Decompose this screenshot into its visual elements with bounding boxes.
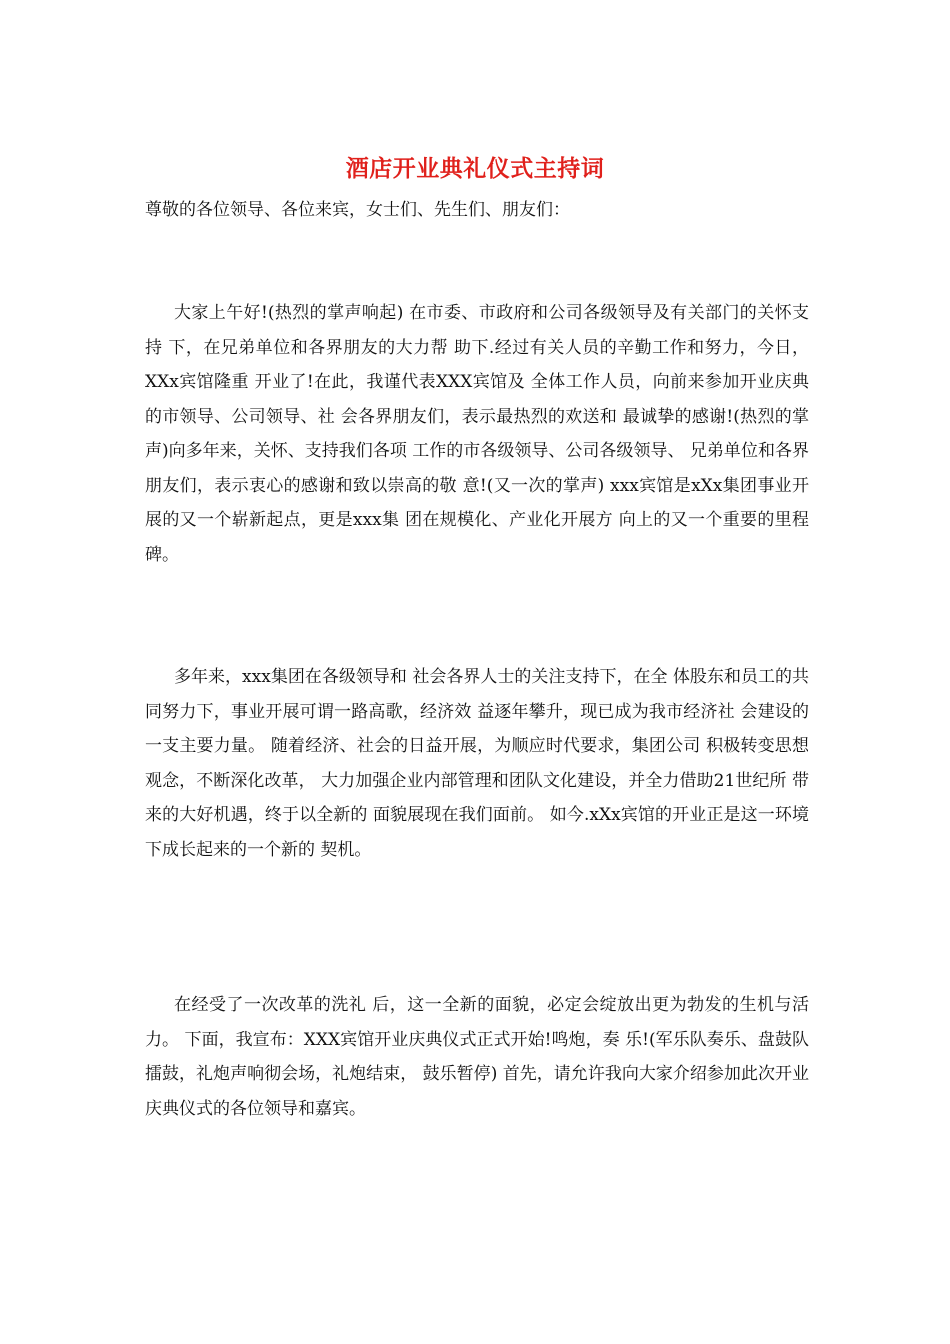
paragraph-3: 在经受了一次改革的洗礼 后，这一全新的面貌，必定会绽放出更为勃发的生机与活力。 下面，我宣布：XXX宾馆开业庆典仪式正式开始!鸣炮，奏 乐!(军乐队奏乐、盘鼓队擂鼓，礼炮声响彻会场，礼炮结束， 鼓乐暂停) 首先，请允许我向大家介绍参加此次开业庆典仪式的各位领导和嘉宾。 (145, 995, 809, 1119)
paragraph-1: 大家上午好!(热烈的掌声响起) 在市委、市政府和公司各级领导及有关部门的关怀支持 下，在兄弟单位和各界朋友的大力帮 助下.经过有关人员的辛勤工作和努力，今日，XXx宾馆隆重 开业了!在此，我谨代表XXX宾馆及 全体工作人员，向前来参加开业庆典的市领导、公司领导、社 会各界朋友们，表示最热烈的欢送和 最诚挚的感谢!(热烈的掌声)向多年来，关怀、支持我们各项 工作的市各级领导、公司各级领导、 兄弟单位和各界朋友们，表示衷心的感谢和致以崇高的敬 意!(又一次的掌声) xxx宾馆是xXx集团事业开展的又一个崭新起点，更是xxx集 团在规模化、产业化开展方 向上的又一个重要的里程碑。 (145, 303, 809, 565)
greeting-line: 尊敬的各位领导、各位来宾，女士们、先生们、朋友们： (145, 200, 570, 220)
paragraph-2: 多年来，xxx集团在各级领导和 社会各界人士的关注支持下，在全 体股东和员工的共同努力下，事业开展可谓一路高歌，经济效 益逐年攀升，现已成为我市经济社 会建设的一支主要力量。 随着经济、社会的日益开展，为顺应时代要求，集团公司 积极转变思想观念，不断深化改革， 大力加强企业内部管理和团队文化建设，并全力借助21世纪所 带来的大好机遇，终于以全新的 面貌展现在我们面前。 如今.xXx宾馆的开业正是这一环境下成长起来的一个新的 契机。 (145, 667, 809, 860)
document-title: 酒店开业典礼仪式主持词 (345, 155, 605, 182)
